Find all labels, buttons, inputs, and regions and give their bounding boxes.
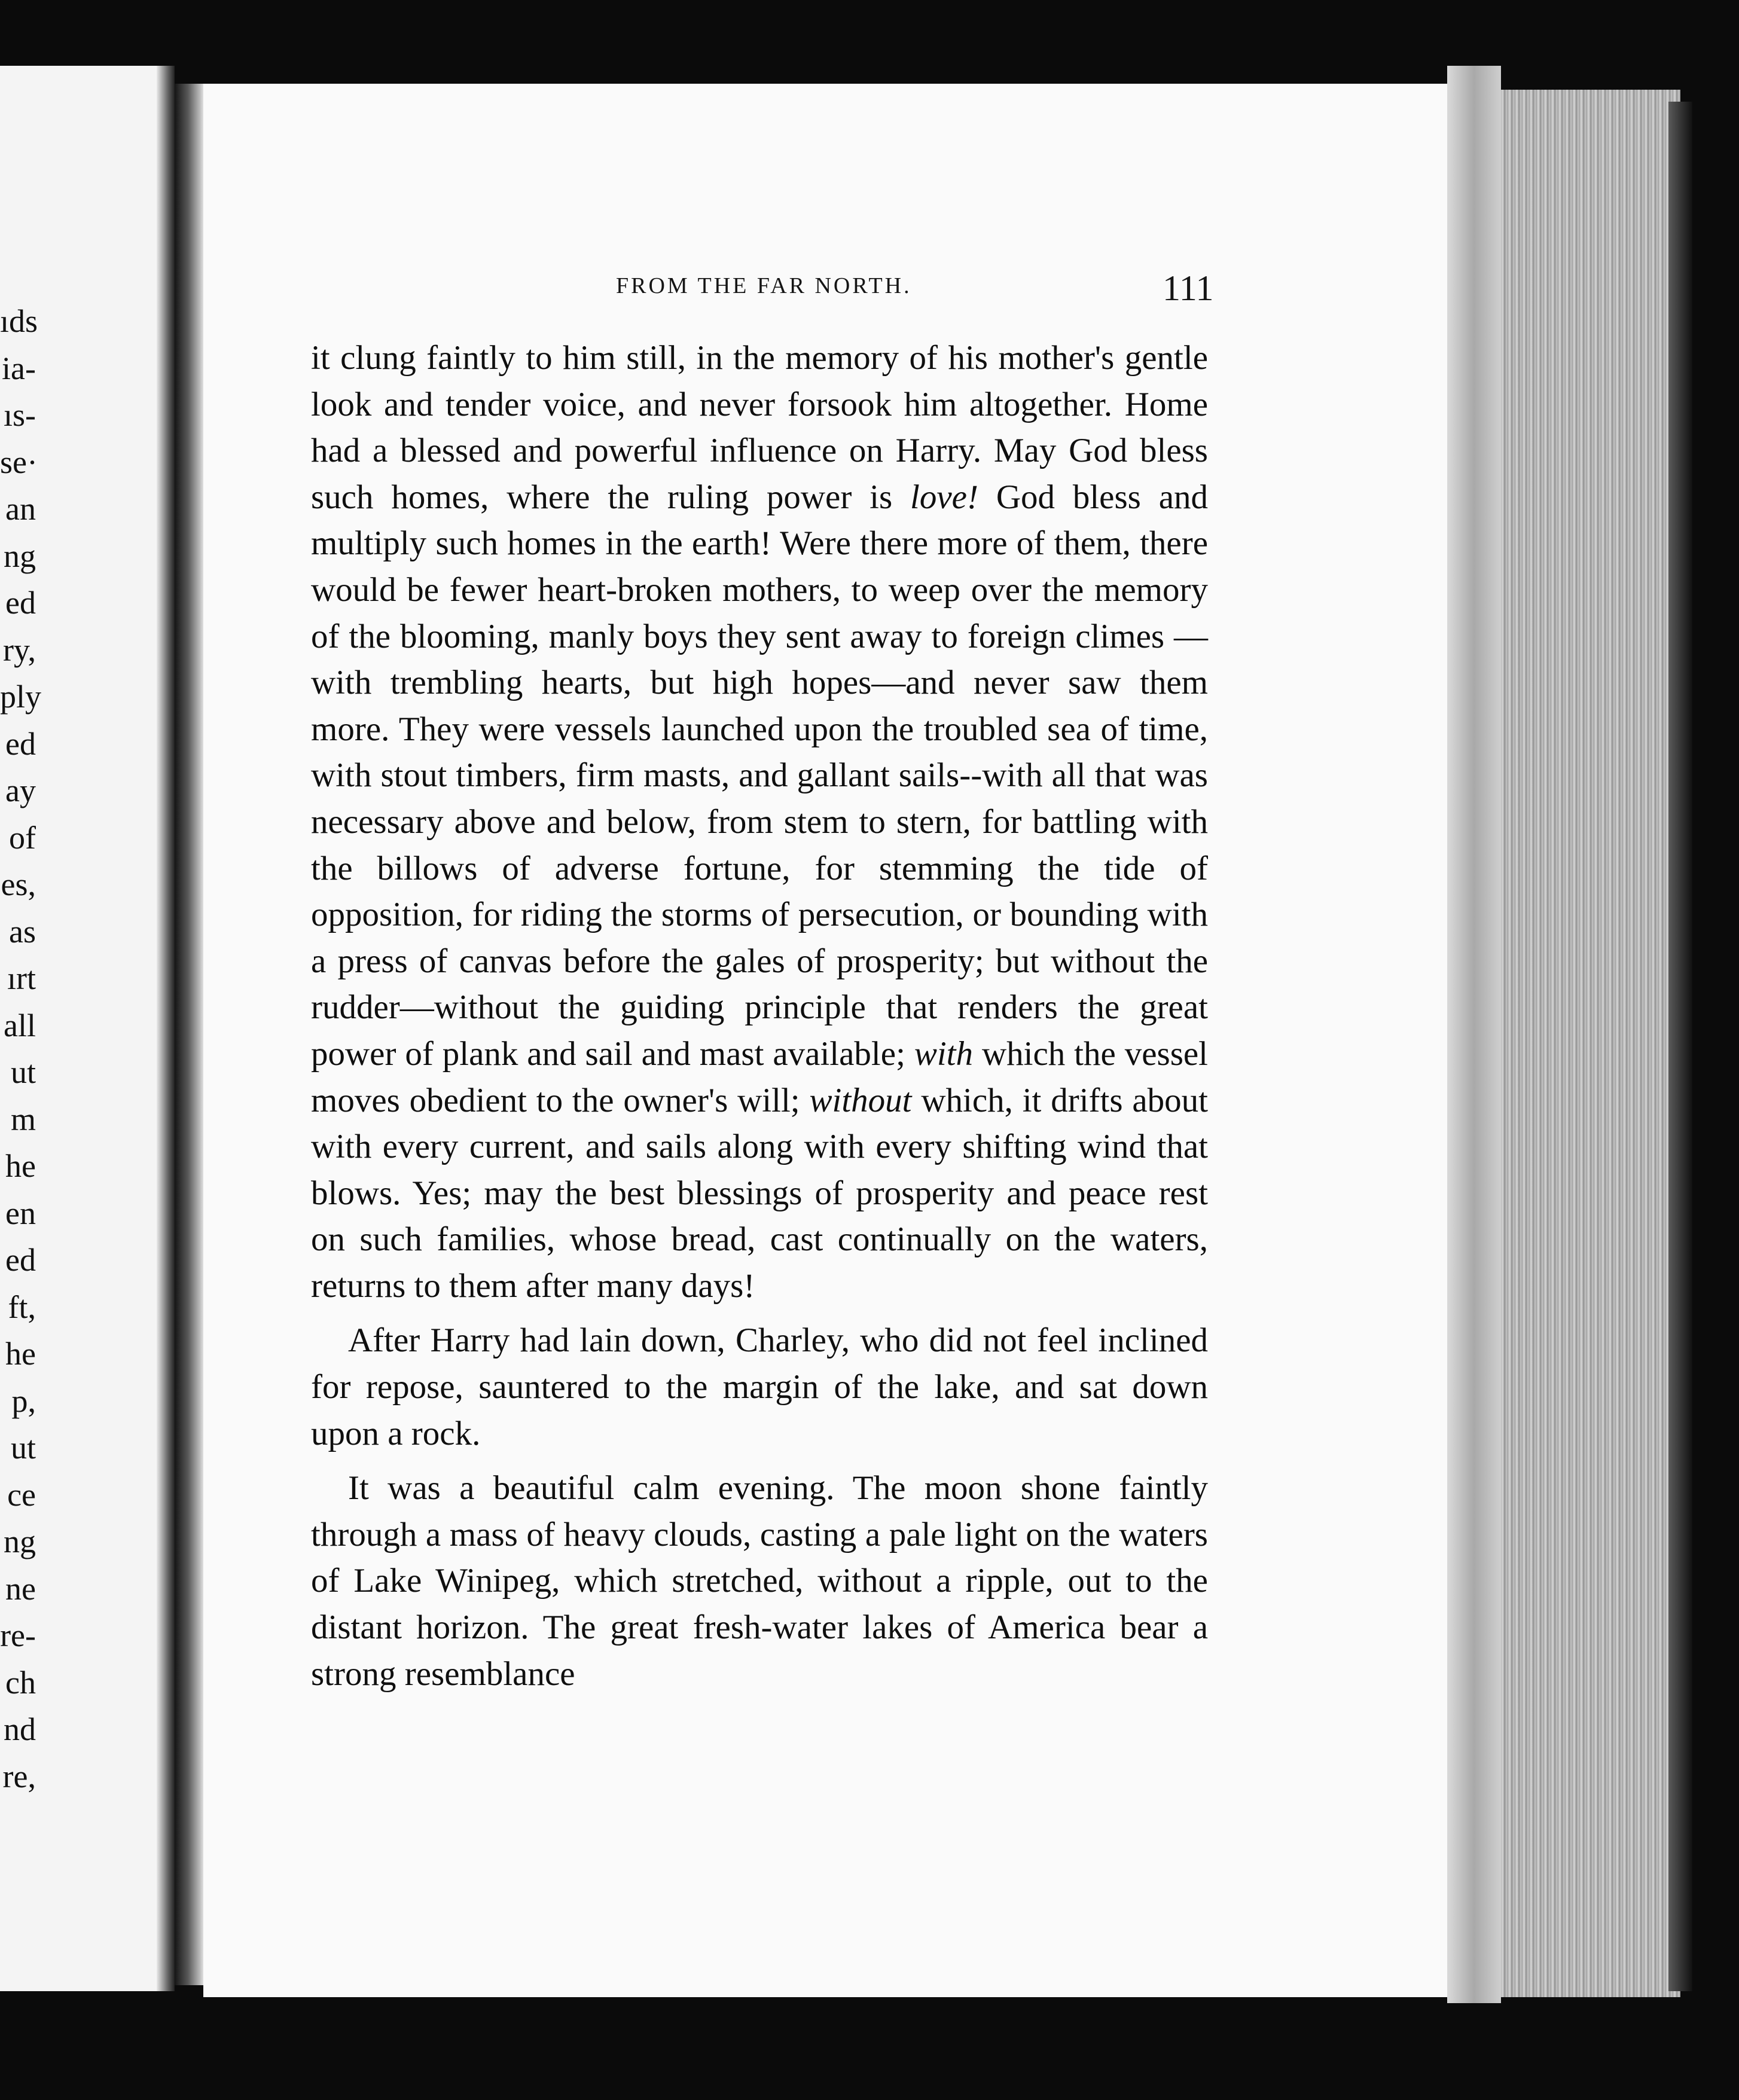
left-page-line-fragment: ut (10, 1054, 36, 1090)
left-page-line-fragment: as (9, 913, 36, 950)
paragraph-text: God bless and multiply such homes in the earth! Were there more of them, there would be fewer heart-broken mothers, to weep over the memory of the blooming, manly boys they sent away to foreign climes —with trembling hearts, but high hopes—and never saw them more. They were vessels launched upon the troubled sea of time, with stout timbers, firm masts, and gallant sails--with all that was necessary above and below, from stem to stern, for battling with the billows of adverse fortune, for stemming the tide of opposition, for riding the storms of persecution, or bounding with a press of canvas before the gales of prosperity; but without the rudder—without the guiding principle that renders the great power of plank and sail and mast available; (311, 478, 1209, 1073)
left-page-line-fragment: ft, (8, 1289, 36, 1325)
left-page-line-fragment: ce (7, 1476, 36, 1513)
book-fore-edge (1501, 90, 1680, 1997)
left-page-line-fragment: he (5, 1148, 36, 1184)
left-page-line-fragment: ply (0, 679, 42, 715)
left-page-line-fragment: m (10, 1101, 36, 1137)
emphasis-text: without (809, 1081, 912, 1119)
left-page-line-fragment: he (5, 1336, 36, 1372)
left-page-line-fragment: ut (10, 1430, 36, 1466)
left-page-line-fragment: ne (5, 1570, 36, 1607)
left-page-line-fragment: ed (5, 725, 36, 762)
left-page-line-fragment: ry, (3, 631, 36, 668)
page-number: 111 (1163, 268, 1214, 308)
left-page-line-fragment: all (4, 1007, 36, 1043)
paragraph: After Harry had lain down, Charley, who did not feel inclined for repose, sauntered to the margin of the lake, and sat down upon a rock. (311, 1321, 1208, 1452)
paragraph-text: which, it drifts about with every current, and sails along with every shifting wind that blows. Yes; may the best blessings of prosperity and peace rest on such families, whose bread, cast continually on the waters, returns to them after many days! (311, 1081, 1209, 1305)
paragraph-text: which the vessel moves obedient to the owner's will; (311, 1034, 1209, 1119)
left-facing-page (0, 66, 173, 1991)
left-page-line-fragment: ch (5, 1664, 36, 1701)
left-page-line-fragment: se· (0, 444, 38, 480)
paragraph: It was a beautiful calm evening. The moon shone faintly through a mass of heavy clouds, casting a pale light on the waters of Lake Winipeg, which stretched, without a ripple, out to the distant horizon. The great fresh-water lakes of America bear a strong resemblance (311, 1469, 1208, 1693)
paragraph-continued (311, 335, 1208, 1309)
fore-edge-shadow (1668, 102, 1692, 1991)
running-head: FROM THE FAR NORTH. (616, 273, 912, 298)
left-page-line-fragment: p, (11, 1382, 36, 1419)
left-page-line-fragment: es, (1, 866, 36, 902)
page-body-text (311, 335, 1208, 1697)
left-page-line-fragment: ıds (0, 303, 38, 339)
book-gutter (175, 84, 205, 1985)
left-page-line-fragment: ıs- (4, 397, 36, 433)
left-page-line-fragment: en (5, 1195, 36, 1231)
left-page-line-fragment: ng (4, 1524, 36, 1559)
left-page-line-fragment: ay (5, 773, 36, 808)
left-page-line-fragment: ırt (7, 960, 36, 996)
page-edge (1447, 66, 1501, 2003)
left-page-line-fragment: an (5, 491, 36, 527)
left-page-line-fragment: ia- (2, 350, 36, 386)
left-page-line-fragment: ed (5, 585, 36, 621)
left-page-line-fragment: ed (5, 1242, 36, 1278)
left-page-gutter-shadow (157, 66, 175, 1991)
left-page-line-fragment: nd (4, 1711, 36, 1747)
emphasis-text: with (914, 1034, 974, 1073)
left-page-line-fragment: re, (2, 1758, 36, 1794)
paragraph-text: it clung faintly to him still, in the memory of his mother's gentle look and tender voice, and never forsook him altogether. Home had a blessed and powerful influence on Harry. May God bless such homes, where the ruling power is (311, 339, 1208, 516)
left-page-line-fragment: ng (4, 538, 36, 574)
emphasis-text: love! (910, 478, 978, 516)
left-page-line-fragment: of (9, 819, 36, 856)
left-page-line-fragment: re- (0, 1617, 36, 1653)
